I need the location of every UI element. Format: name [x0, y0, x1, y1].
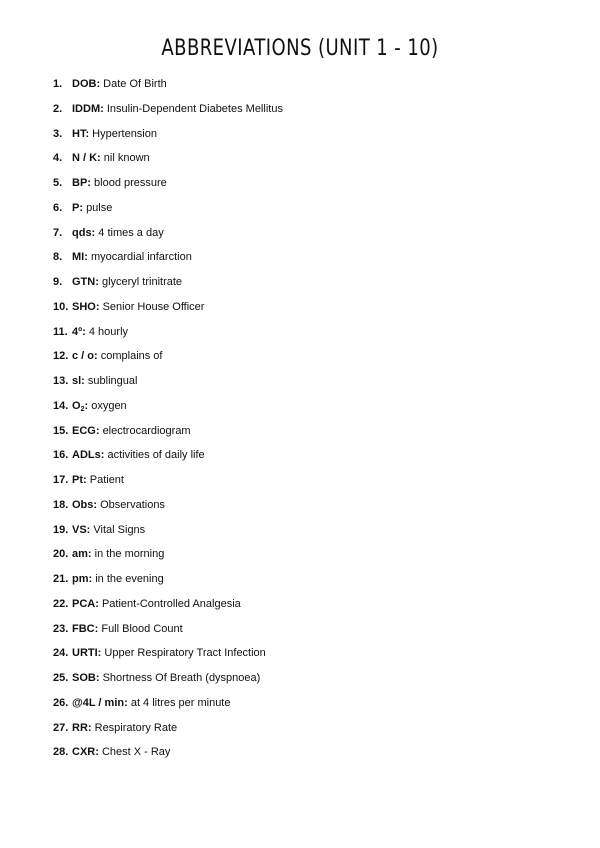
list-item	[53, 743, 283, 768]
list-item	[53, 199, 283, 224]
abbreviation: qds:	[72, 226, 96, 239]
abbreviation: ADLs:	[72, 449, 105, 462]
item-number: 12.	[53, 350, 69, 363]
definition: myocardial infarction	[90, 251, 192, 264]
definition: pulse	[86, 201, 113, 214]
item-number: 4.	[53, 152, 63, 165]
abbreviation: GTN:	[72, 276, 99, 288]
abbreviation: sl:	[72, 375, 85, 387]
abbreviation: Obs:	[72, 498, 98, 511]
list-item	[53, 224, 283, 249]
list-item	[53, 496, 283, 521]
item-number: 5.	[53, 177, 63, 189]
item-number: 13.	[53, 375, 69, 387]
definition: Respiratory Rate	[94, 721, 178, 734]
abbreviation: O	[72, 399, 81, 412]
item-number: 27.	[53, 721, 69, 734]
abbreviation: Pt:	[72, 474, 87, 486]
definition: nil known	[103, 152, 150, 165]
list-item	[53, 298, 283, 323]
definition: Hypertension	[92, 127, 157, 140]
abbreviation: BP:	[72, 177, 91, 189]
item-number: 10.	[53, 300, 69, 313]
abbreviation-list	[53, 75, 283, 768]
list-item	[53, 570, 283, 595]
item-number: 1.	[53, 78, 63, 90]
definition: Upper Respiratory Tract Infection	[104, 647, 266, 660]
definition: oxygen	[91, 399, 127, 412]
page-title: ABBREVIATIONS (UNIT 1 - 10)	[161, 36, 439, 61]
list-item	[53, 273, 283, 298]
list-item	[53, 125, 283, 150]
list-item	[53, 521, 283, 546]
item-number: 8.	[53, 251, 63, 264]
abbreviation: PCA:	[72, 597, 99, 610]
item-number: 23.	[53, 622, 69, 635]
item-number: 17.	[53, 474, 69, 486]
item-number: 21.	[53, 573, 69, 585]
item-number: 6.	[53, 201, 63, 214]
abbreviation: MI:	[72, 251, 88, 264]
list-item	[53, 545, 283, 570]
abbreviation: DOB:	[72, 78, 101, 90]
definition: complains of	[100, 350, 163, 363]
list-item	[53, 372, 283, 397]
item-number: 7.	[53, 226, 63, 239]
definition: Full Blood Count	[101, 622, 183, 635]
abbreviation: N / K:	[72, 152, 101, 165]
list-item	[53, 149, 283, 174]
abbreviation: SOB:	[72, 672, 100, 684]
definition: Insulin-Dependent Diabetes Mellitus	[106, 102, 283, 115]
definition: Shortness Of Breath (dyspnoea)	[102, 672, 261, 684]
definition: Patient-Controlled Analgesia	[101, 597, 241, 610]
item-number: 26.	[53, 696, 69, 709]
abbreviation: @4L / min:	[72, 696, 128, 709]
list-item	[53, 174, 283, 199]
list-item	[53, 595, 283, 620]
abbreviation: am:	[72, 548, 92, 561]
list-item	[53, 471, 283, 496]
item-number: 15.	[53, 424, 69, 437]
abbreviation: FBC:	[72, 622, 99, 635]
definition: Observations	[100, 498, 165, 511]
abbreviation: 4º:	[72, 325, 86, 338]
list-item	[53, 248, 283, 273]
definition: electrocardiogram	[102, 424, 191, 437]
definition: Chest X - Ray	[101, 746, 171, 759]
list-item	[53, 644, 283, 669]
item-number: 14.	[53, 399, 69, 412]
definition: 4 hourly	[88, 325, 129, 338]
abbreviation-subscript: 2	[80, 405, 85, 413]
abbreviation: IDDM:	[72, 102, 104, 115]
abbreviation: c / o:	[72, 350, 98, 363]
list-item	[53, 446, 283, 471]
list-item	[53, 719, 283, 744]
list-item	[53, 347, 283, 372]
item-number: 24.	[53, 647, 69, 660]
abbreviation: HT:	[72, 127, 90, 140]
definition: in the evening	[95, 573, 164, 585]
item-number: 3.	[53, 127, 63, 140]
list-item	[53, 694, 283, 719]
item-number: 16.	[53, 449, 69, 462]
list-item	[53, 620, 283, 645]
list-item	[53, 669, 283, 694]
abbreviation: P:	[72, 201, 83, 214]
definition: blood pressure	[94, 177, 167, 189]
item-number: 19.	[53, 523, 69, 536]
definition: activities of daily life	[107, 449, 205, 462]
item-number: 20.	[53, 548, 69, 561]
list-item	[53, 75, 283, 100]
abbreviation: ECG:	[72, 424, 100, 437]
definition: Vital Signs	[93, 523, 146, 536]
item-number: 18.	[53, 498, 69, 511]
abbreviation: VS:	[72, 523, 91, 536]
definition: at 4 litres per minute	[130, 696, 231, 709]
definition: in the morning	[94, 548, 165, 561]
list-item	[53, 323, 283, 348]
list-item	[53, 100, 283, 125]
definition: sublingual	[87, 375, 138, 387]
item-number: 11.	[53, 325, 68, 338]
item-number: 9.	[53, 276, 63, 288]
item-number: 28.	[53, 746, 69, 759]
abbreviation: SHO:	[72, 300, 100, 313]
definition: Date Of Birth	[103, 78, 167, 90]
item-number: 22.	[53, 597, 69, 610]
abbreviation: RR:	[72, 721, 92, 734]
abbreviation: pm:	[72, 573, 93, 585]
list-item	[53, 397, 283, 422]
definition: Senior House Officer	[102, 300, 205, 313]
list-item	[53, 422, 283, 447]
abbreviation-suffix: :	[84, 399, 89, 412]
definition: Patient	[89, 474, 124, 486]
abbreviation: URTI:	[72, 647, 102, 660]
definition: glyceryl trinitrate	[101, 276, 183, 288]
definition: 4 times a day	[98, 226, 164, 239]
item-number: 2.	[53, 102, 63, 115]
item-number: 25.	[53, 672, 69, 684]
abbreviation: CXR:	[72, 746, 99, 759]
